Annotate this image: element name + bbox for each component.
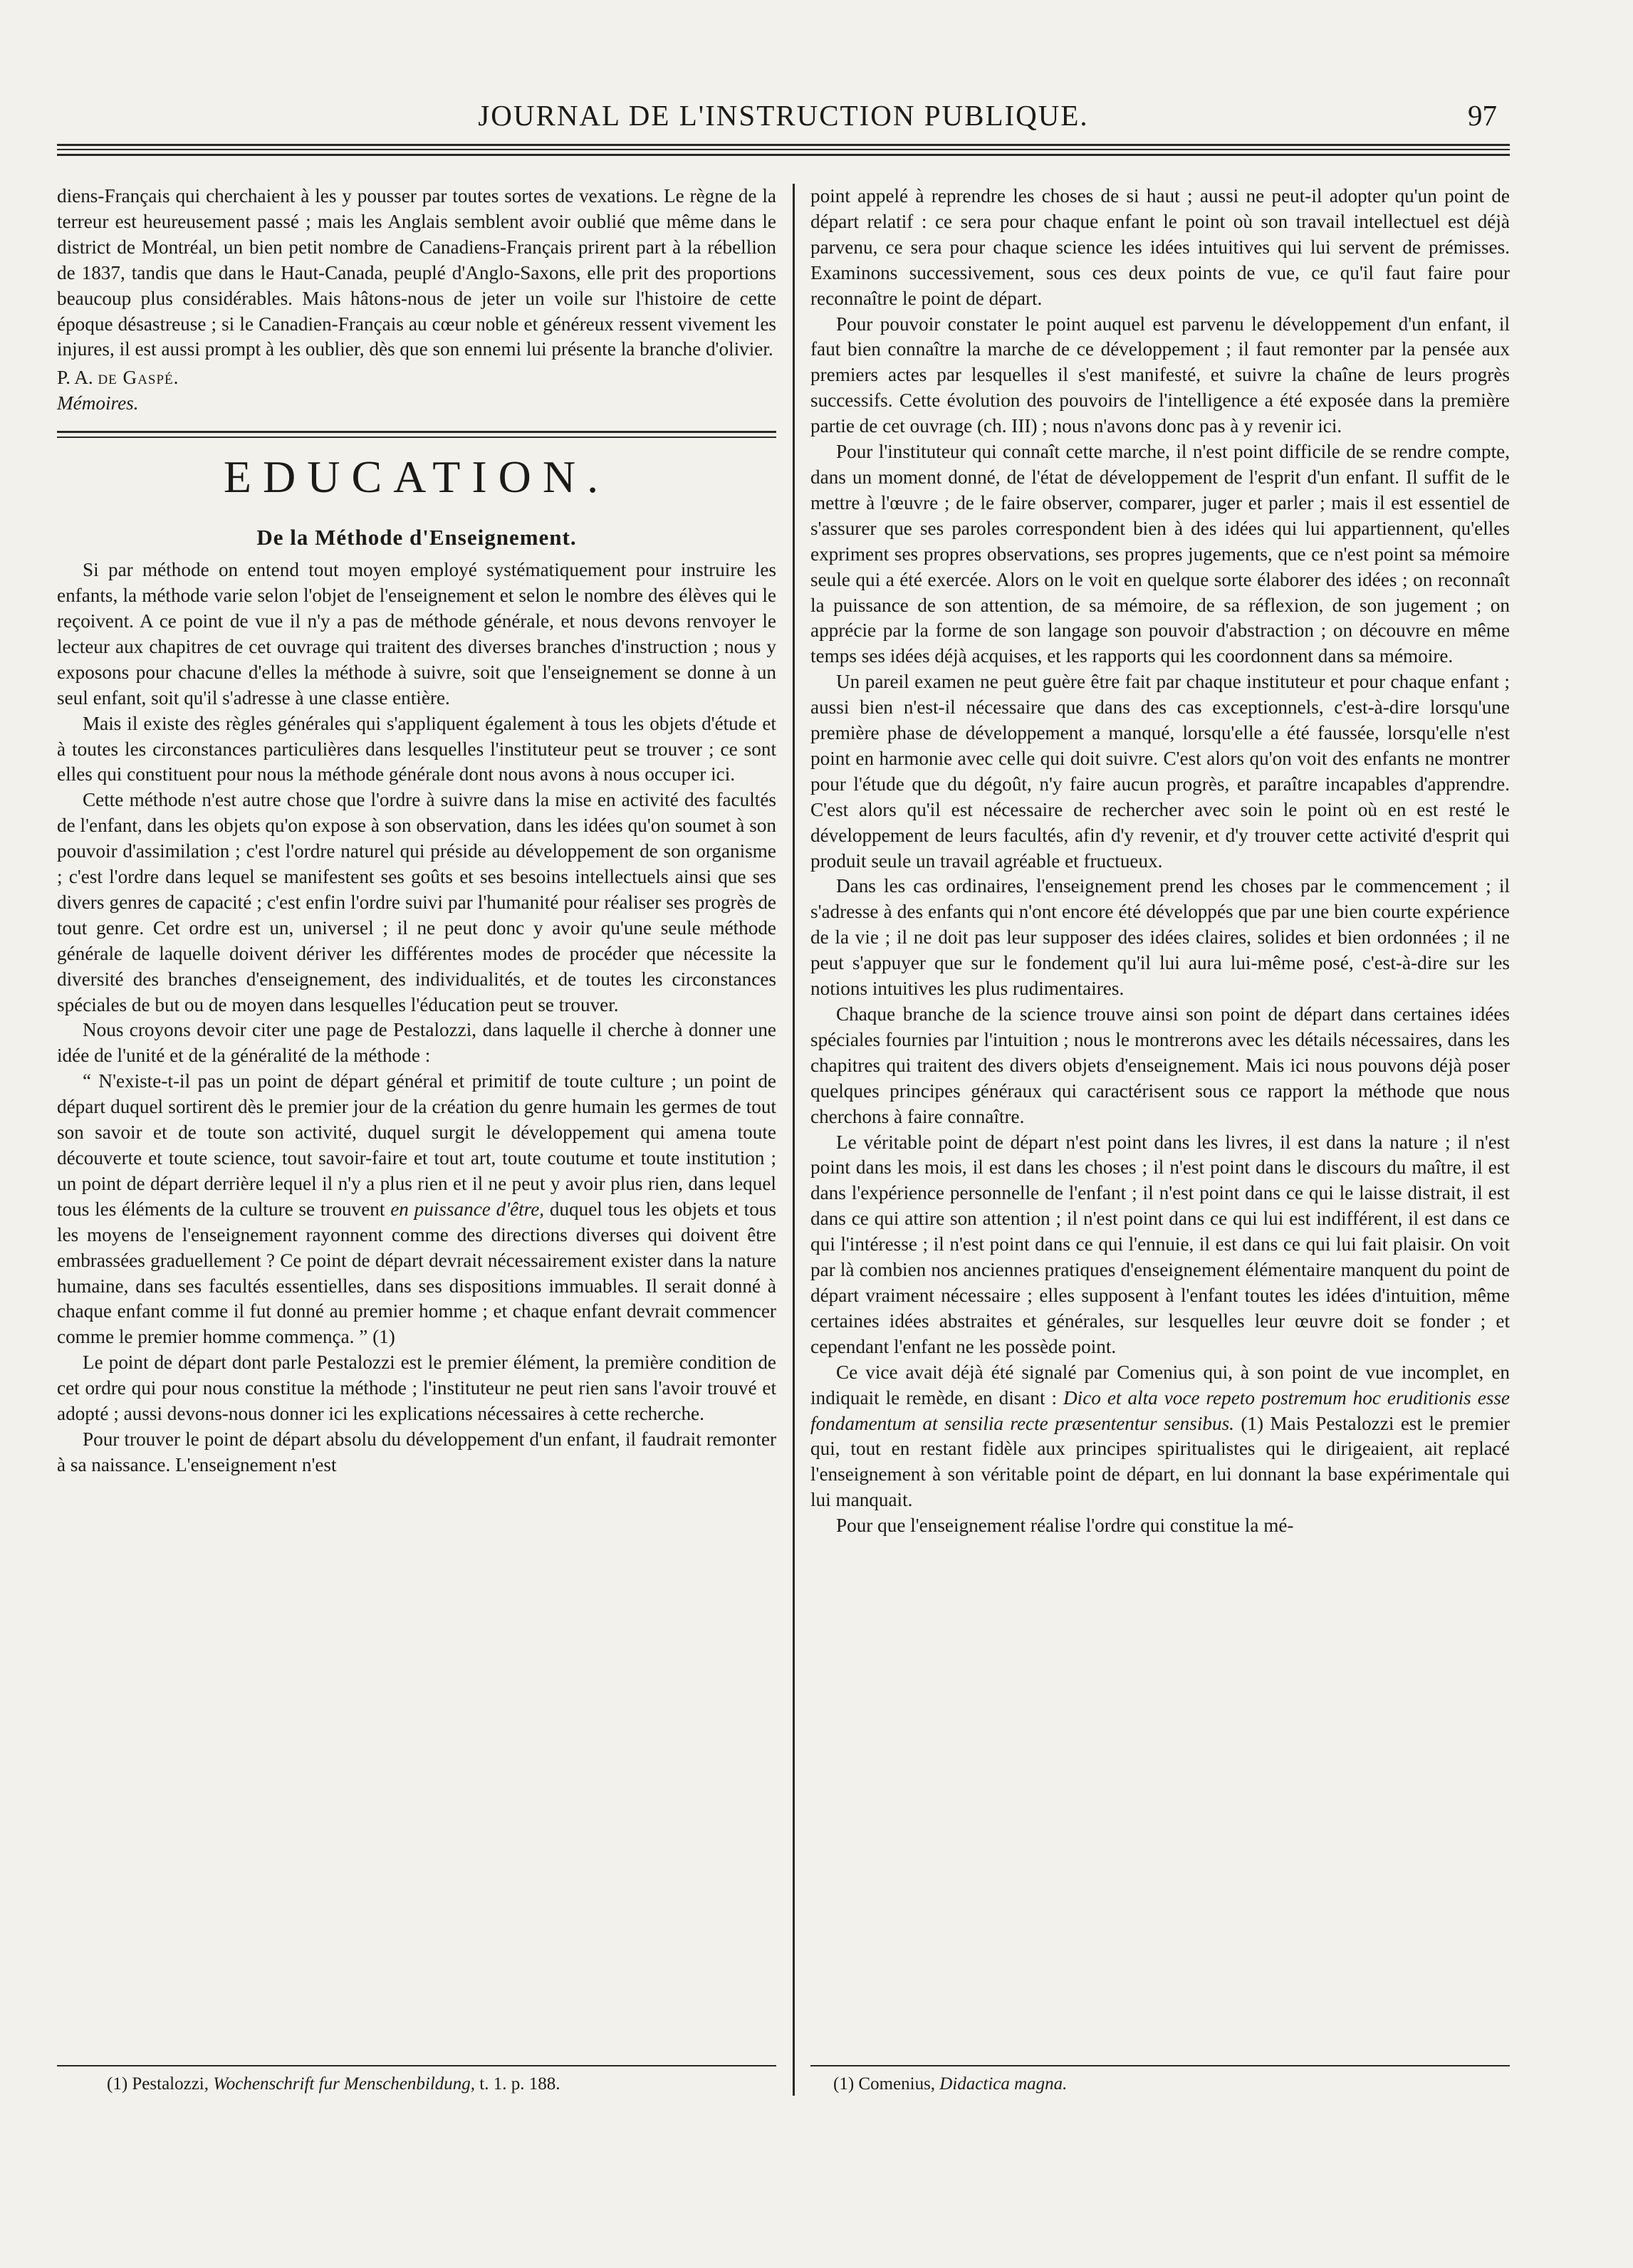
quote-text-1: “ N'existe-t-il pas un point de départ général et primitif de toute culture ; un point de départ duquel sortirent dès le premier jour de la création du genre humain les germes de tout son savoir et de toute son activité, duquel surgit le développement qui amena toute découverte et toute science, tout savoir-faire et tout art, toute coutume et toute institution ; un point de départ derrière lequel il n'y a plus rien et il ne peut y avoir plus rien, dans lequel tous les éléments de la culture se trouvent — [57, 1070, 776, 1220]
right-footnote-prefix: (1) Comenius, — [833, 2074, 940, 2094]
header-rule — [57, 144, 1510, 150]
left-footnote-title: Wochenschrift fur Menschenbildung, — [213, 2074, 476, 2094]
pestalozzi-quote — [57, 1069, 776, 1350]
article-paragraph-6: Pour trouver le point de départ absolu du développement d'un enfant, il faudrait remonter à sa naissance. L'enseignement n'est — [57, 1428, 776, 1475]
right-paragraph-4: Dans les cas ordinaires, l'enseignement prend les choses par le commencement ; il s'adresse à des enfants qui n'ont encore été développés que par une bien courte expérience de la vie ; il ne doit pas leur supposer des idées claires, solides et bien ordonnées ; il ne peut s'appuyer que sur le fondement qu'il lui aura lui-même posé, c'est-à-dire sur les notions intuitives les plus rudimentaires. — [810, 875, 1510, 1000]
quote-text-2: duquel tous les objets et tous les moyens de l'enseignement rayonnent comme des directions diverses qui doivent être embrassées graduellement ? Ce point de départ devrait nécessairement exister dans la nature humaine, dans ses facultés essentielles, dans ses dispositions immuables. Il serait donné à chaque enfant comme il fut donné au premier homme ; et chaque enfant devrait commencer comme le premier homme commença. ” (1) — [57, 1198, 776, 1348]
left-column — [57, 184, 776, 1478]
right-paragraph-2: Pour l'instituteur qui connaît cette marche, il n'est point difficile de se rendre compte, dans un moment donné, de l'état de développement de l'esprit d'un enfant. Il suffit de le mettre à l'œuvre ; de le faire observer, comparer, juger et parler ; mais il est essentiel de s'assurer que ses paroles correspondent bien à des idées qui lui appartiennent, qu'elles expriment ses propres observations, ses propres jugements, que ce n'est point sa mémoire seule qui a été exercée. Alors on le voit en quelque sorte élaborer des idées ; on reconnaît la puissance de son attention, de sa mémoire, de sa réflexion, de son jugement ; on apprécie par la forme de son langage son pouvoir d'abstraction ; on découvre en même temps ses idées déjà acquises, et les rapports qui les coordonnent dans sa mémoire. — [810, 441, 1510, 667]
article-paragraph-3: Cette méthode n'est autre chose que l'ordre à suivre dans la mise en activité des facultés de l'enfant, dans les objets qu'on expose à son observation, dans les idées qu'on soumet à son pouvoir d'assimilation ; c'est l'ordre naturel qui préside au développement de son organisme ; c'est l'ordre dans lequel se manifestent ses goûts et ses besoins intellectuels ainsi que ses divers genres de capacité ; c'est enfin l'ordre suivi par l'humanité pour réaliser ses progrès de tout genre. Cet ordre est un, universel ; il ne peut donc y avoir qu'une seule méthode générale de laquelle doivent dériver les différentes modes de procéder que nécessite la diversité des branches d'enseignement, des individualités, et de toutes les circonstances spéciales de but ou de moyen dans lesquelles l'éducation peut se trouver. — [57, 789, 776, 1015]
right-column — [810, 184, 1510, 1539]
signature-name: de Gaspé. — [98, 367, 179, 389]
quote-italic: en puissance d'être, — [390, 1198, 545, 1220]
right-footnote-rule — [810, 2065, 1510, 2066]
right-paragraph-6: Le véritable point de départ n'est point dans les livres, il est dans la nature ; il n'est point dans les mois, il est dans les choses ; il n'est point dans le discours du maître, il est dans l'expérience personnelle de l'enfant ; il n'est point dans ce qui le laisse distrait, il est dans ce qui attire son attention ; il n'est point dans ce qui lui est indifférent, il est dans ce qui l'intéresse ; il n'est point dans ce qui l'ennuie, il est dans ce qui lui fait plaisir. On voit par là combien nos anciennes pratiques d'enseignement élémentaire manquent du point de départ vraiment nécessaire ; elles supposent à l'enfant toutes les idées d'intuition, même certaines idées abstraites et générales, sur lesquelles leur œuvre doit se fonder ; et cependant l'enfant ne les possède point. — [810, 1131, 1510, 1357]
right-paragraph-8: Pour que l'enseignement réalise l'ordre qui constitue la mé- — [836, 1515, 1294, 1537]
left-footnote-prefix: (1) Pestalozzi, — [107, 2074, 214, 2094]
left-footnote-suffix: t. 1. p. 188. — [475, 2074, 560, 2094]
column-divider — [793, 184, 795, 2096]
article-paragraph-1: Si par méthode on entend tout moyen employé systématiquement pour instruire les enfants, la méthode varie selon l'objet de l'enseignement et selon le nombre des élèves qui le reçoivent. A ce point de vue il n'y a pas de méthode générale, et nous devons renvoyer le lecteur aux chapitres de cet ouvrage qui traitent des diverses branches d'instruction ; nous y exposons pour chacune d'elles la méthode à suivre, soit que l'enseignement se donne à un seul enfant, soit qu'il s'adresse à une classe entière. — [57, 559, 776, 709]
left-footnote-rule — [57, 2065, 776, 2066]
right-paragraph-5: Chaque branche de la science trouve ainsi son point de départ dans certaines idées spéciales fournies par l'intuition ; nous le montrerons avec les détails nécessaires, dans les chapitres qui traitent des divers objets d'enseignement. Mais ici nous pouvons déjà poser quelques principes généraux qui caractérisent sous ce rapport la méthode que nous cherchons à faire connaître. — [810, 1003, 1510, 1127]
signature-line — [57, 365, 776, 391]
signature-name-prefix: P. A. — [57, 367, 98, 389]
article-subheading: De la Méthode d'Enseignement. — [256, 525, 577, 550]
left-footnote — [107, 2074, 776, 2095]
header-rule-thin — [57, 154, 1510, 157]
page-number: 97 — [1468, 99, 1497, 132]
section-rule — [57, 431, 776, 438]
left-continuation-paragraph: diens-Français qui cherchaient à les y pousser par toutes sortes de vexations. Le règne de la terreur est heureusement passé ; mais les Anglais semblent avoir oublié que même dans le district de Montréal, un bien petit nombre de Canadiens-Français prirent part à la rébellion de 1837, tandis que dans le Haut-Canada, peuplé d'Anglo-Saxons, elle prit des proportions beaucoup plus considérables. Mais hâtons-nous de jeter un voile sur l'histoire de cette époque désastreuse ; si le Canadien-Français au cœur noble et généreux ressent vivement les injures, il est aussi prompt à les oublier, dès que son ennemi lui présente la branche d'olivier. — [57, 185, 776, 360]
article-paragraph-2: Mais il existe des règles générales qui s'appliquent également à tous les objets d'étude et à toutes les circonstances particulières dans lesquelles l'instituteur peut se trouver ; ce sont elles qui constituent pour nous la méthode générale dont nous avons à nous occuper ici. — [57, 712, 776, 785]
signature-source: Mémoires. — [57, 392, 139, 414]
right-paragraph-7 — [810, 1360, 1510, 1513]
right-footnote — [833, 2074, 1503, 2095]
running-head — [57, 98, 1510, 134]
article-paragraph-4: Nous croyons devoir citer une page de Pestalozzi, dans laquelle il cherche à donner une idée de l'unité et de la généralité de la méthode : — [57, 1019, 776, 1067]
comenius-latin-quote: Dico et alta voce repeto postremum hoc eruditionis esse fondamentum at sensilia recte præsententur sensibus. — [810, 1386, 1510, 1434]
right-paragraph-3: Un pareil examen ne peut guère être fait par chaque instituteur et pour chaque enfant ; aussi bien n'est-il nécessaire que dans des cas exceptionnels, c'est-à-dire lorsqu'une première phase de développement a manqué, lorsqu'elle a été faussée, lorsqu'elle n'est point en harmonie avec celle qui doit suivre. C'est alors qu'on voit des enfants ne montrer pour l'étude que du dégoût, n'y faire aucun progrès, et paraître incapables d'apprendre. C'est alors qu'il est nécessaire de rechercher avec soin le point où en est resté le développement de leurs facultés, afin d'y revenir, et d'y trouver cette activité d'esprit qui produit seule un travail agréable et fructueux. — [810, 671, 1510, 872]
right-paragraph-1: Pour pouvoir constater le point auquel est parvenu le développement d'un enfant, il faut bien connaître la marche de ce développement ; il faut remonter par la pensée aux premiers actes par lesquelles il s'est manifesté, et suivre la chaîne de leurs progrès successifs. Cette évolution des pouvoirs de l'intelligence a été exposée dans la première partie de cet ouvrage (ch. III) ; nous n'avons donc pas à y revenir ici. — [810, 313, 1510, 437]
comenius-text-2: (1) Mais Pestalozzi est le premier qui, tout en restant fidèle aux principes spiritualistes qui le dirigeaient, ait replacé l'enseignement à son véritable point de départ, en lui donnant la base expérimentale qui lui manquait. — [810, 1412, 1510, 1511]
running-title: JOURNAL DE L'INSTRUCTION PUBLIQUE. — [478, 99, 1089, 132]
article-paragraph-5: Le point de départ dont parle Pestalozzi est le premier élément, la première condition de cet ordre qui pour nous constitue la méthode ; l'instituteur ne peut rien sans l'avoir trouvé et adopté ; aussi devons-nous donner ici les explications nécessaires à cette recherche. — [57, 1352, 776, 1425]
right-footnote-title: Didactica magna. — [939, 2074, 1068, 2094]
right-continuation-paragraph: point appelé à reprendre les choses de si haut ; aussi ne peut-il adopter qu'un point de départ relatif : ce sera pour chaque enfant le point où son travail intellectuel est déjà parvenu, ce sera pour chaque science les idées intuitives qui lui servent de prémisses. Examinons successivement, sous ces deux points de vue, ce qu'il faut faire pour reconnaître le point de départ. — [810, 185, 1510, 309]
comenius-text-1: Ce vice avait déjà été signalé par Comenius qui, à son point de vue incomplet, en indiquait le remède, en disant : — [810, 1361, 1510, 1409]
section-heading: EDUCATION. — [223, 451, 610, 503]
